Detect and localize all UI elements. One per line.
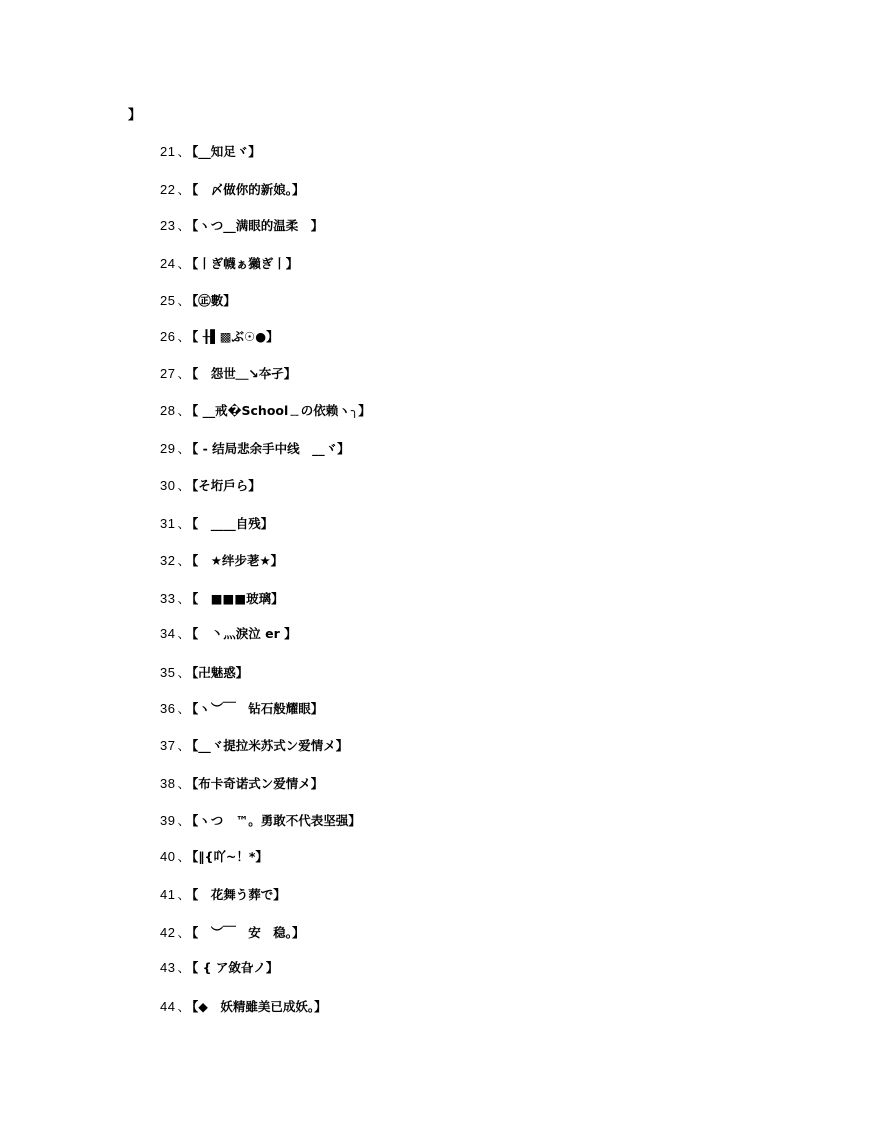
item-number: 21 (160, 144, 176, 159)
item-number: 27 (160, 366, 176, 381)
item-number: 32 (160, 553, 176, 568)
item-separator: 、 (177, 293, 190, 308)
item-separator: 、 (177, 516, 190, 531)
list-item (160, 291, 236, 311)
item-separator: 、 (177, 665, 190, 680)
list-item (160, 439, 350, 459)
item-number: 23 (160, 218, 176, 233)
item-number: 28 (160, 403, 176, 418)
item-number: 30 (160, 478, 176, 493)
item-text: 【__知足ヾ】 (191, 144, 261, 159)
item-separator: 、 (177, 553, 190, 568)
item-text: 【㊣數】 (191, 293, 236, 308)
list-item (160, 997, 327, 1017)
item-number: 33 (160, 591, 176, 606)
item-separator: 、 (177, 849, 190, 864)
leading-fragment: 】 (128, 108, 142, 123)
list-item (160, 476, 261, 496)
item-separator: 、 (177, 813, 190, 828)
list-item (160, 514, 273, 534)
item-text: 【ヽ︶￣ 钻石般耀眼】 (191, 701, 324, 716)
list-item (160, 736, 348, 756)
item-separator: 、 (177, 591, 190, 606)
item-number: 35 (160, 665, 176, 680)
list-item (160, 364, 296, 384)
item-separator: 、 (177, 887, 190, 902)
item-separator: 、 (177, 182, 190, 197)
item-separator: 、 (177, 144, 190, 159)
item-number: 24 (160, 256, 176, 271)
item-separator: 、 (177, 218, 190, 233)
item-number: 29 (160, 441, 176, 456)
item-text: 【 ︶￣ 安 稳。】 (191, 925, 305, 940)
list-item (160, 958, 278, 978)
item-separator: 、 (177, 999, 190, 1014)
item-number: 31 (160, 516, 176, 531)
item-number: 25 (160, 293, 176, 308)
item-separator: 、 (177, 478, 190, 493)
item-separator: 、 (177, 925, 190, 940)
list-item (160, 142, 261, 162)
item-text: 【 花舞う葬で】 (191, 887, 286, 902)
item-text: 【 ■■■玻璃】 (191, 591, 284, 606)
item-separator: 、 (177, 960, 190, 975)
item-text: 【ヽつ ™。勇敢不代表坚强】 (191, 813, 361, 828)
item-separator: 、 (177, 626, 190, 641)
list-item (160, 589, 284, 609)
item-separator: 、 (177, 776, 190, 791)
item-text: 【 ★绊步荖★】 (191, 553, 284, 568)
item-number: 44 (160, 999, 176, 1014)
item-number: 22 (160, 182, 176, 197)
item-text: 【布卡奇诺式ン爱情メ】 (191, 776, 324, 791)
item-separator: 、 (177, 738, 190, 753)
list-item (160, 327, 279, 347)
list-item (160, 699, 323, 719)
list-item (160, 811, 361, 831)
item-number: 34 (160, 626, 176, 641)
item-text: 【卍魅惑】 (191, 665, 249, 680)
list-item (160, 885, 286, 905)
item-text: 【 ╂▌▩ぶ☉●】 (191, 329, 279, 344)
list-item (160, 663, 248, 683)
list-item (160, 774, 323, 794)
list-item (160, 551, 283, 571)
item-text: 【 怨世＿↘夲孑】 (191, 366, 297, 381)
item-text: 【そ垳戶ら】 (191, 478, 261, 493)
item-separator: 、 (177, 441, 190, 456)
item-number: 39 (160, 813, 176, 828)
item-text: 【 丶灬淚泣 er 】 (191, 626, 297, 641)
item-separator: 、 (177, 403, 190, 418)
item-separator: 、 (177, 329, 190, 344)
item-text: 【丨ぎ幭ぁ獺ぎ丨】 (191, 256, 299, 271)
item-text: 【 〆做你的新娘。】 (191, 182, 305, 197)
item-text: 【ヽつ__满眼的温柔 】 (191, 218, 324, 233)
item-separator: 、 (177, 366, 190, 381)
item-text: 【 ____自残】 (191, 516, 274, 531)
item-text: 【 { ア敛旮ノ】 (191, 960, 279, 975)
item-number: 37 (160, 738, 176, 753)
item-separator: 、 (177, 256, 190, 271)
item-text: 【 - 结局悲余手中线 __ヾ】 (191, 441, 350, 456)
list-item (160, 624, 297, 644)
list-item (160, 216, 323, 236)
item-text: 【 __戒�School﹎の依赖ヽ╮】 (191, 403, 371, 418)
list-item (160, 401, 371, 421)
list-item (160, 923, 305, 943)
item-number: 26 (160, 329, 176, 344)
item-separator: 、 (177, 701, 190, 716)
list-item (160, 847, 268, 867)
item-number: 40 (160, 849, 176, 864)
item-text: 【‖{吖~！*】 (191, 849, 268, 864)
list-item (160, 254, 298, 274)
item-number: 42 (160, 925, 176, 940)
item-text: 【__ヾ提拉米苏式ン爱情メ】 (191, 738, 349, 753)
item-number: 41 (160, 887, 176, 902)
item-number: 36 (160, 701, 176, 716)
item-number: 43 (160, 960, 176, 975)
item-number: 38 (160, 776, 176, 791)
item-text: 【◆ 妖精雖美已成妖。】 (191, 999, 327, 1014)
list-item (160, 180, 305, 200)
